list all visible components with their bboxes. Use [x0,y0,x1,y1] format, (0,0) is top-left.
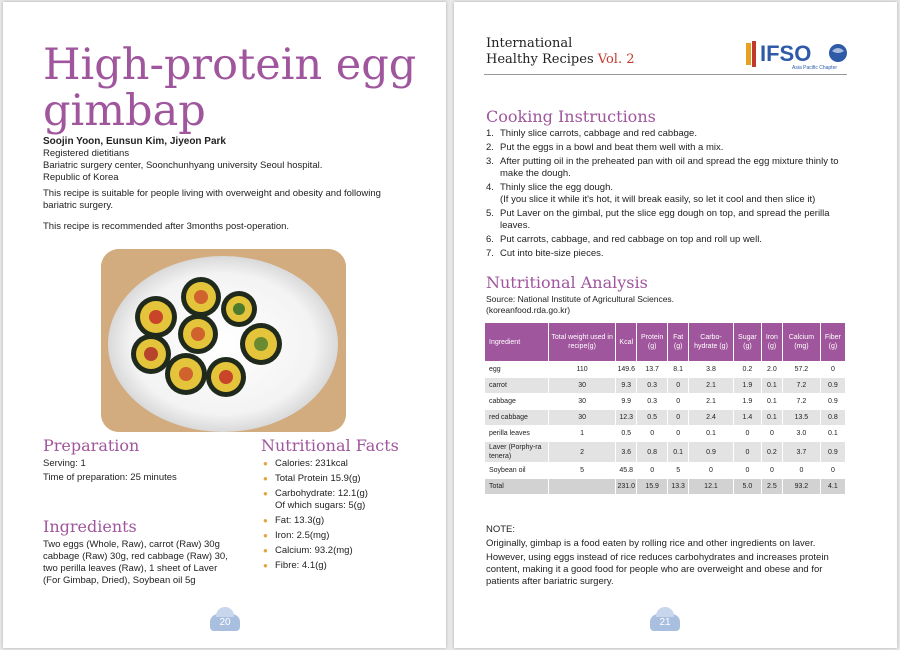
table-cell: 0.3 [636,378,667,394]
table-cell: carrot [485,378,549,394]
table-cell: 0.1 [761,394,782,410]
source-line: (koreanfood.rda.go.kr) [486,305,571,315]
table-cell: 0 [668,426,689,442]
table-cell: 0 [820,463,845,479]
table-cell: 1.9 [733,378,761,394]
ingredients-line: cabbage (Raw) 30g, red cabbage (Raw) 30, [43,551,228,562]
table-cell: 149.6 [616,362,637,378]
ingredients-list [43,539,253,587]
fact-item: ● Calories: 231kcal [263,458,368,470]
prep-time: Time of preparation: 25 minutes [43,472,177,483]
table-cell: 0.1 [761,378,782,394]
table-cell: 0.9 [820,442,845,463]
table-cell: 8.1 [668,362,689,378]
column-header: Carbo-hydrate (g) [689,323,734,362]
table-cell: 7.2 [782,394,820,410]
left-page [3,2,446,648]
header-divider [484,74,847,75]
table-cell: 0 [761,426,782,442]
table-cell: 0.2 [761,442,782,463]
table-cell: 3.8 [689,362,734,378]
table-cell: 0.8 [636,442,667,463]
step: 6. Put carrots, cabbage, and red cabbage on top and roll up well. [486,234,762,245]
table-cell: 2.0 [761,362,782,378]
table-row [485,362,846,378]
table-cell: perilla leaves [485,426,549,442]
fact-item [263,488,368,512]
table-cell: 0.5 [636,410,667,426]
recipe-title: High-protein egg gimbap [43,40,417,136]
step: 4. Thinly slice the egg dough. [486,182,614,193]
note-label: NOTE: [486,524,516,535]
table-cell: 13.7 [636,362,667,378]
table-row [485,378,846,394]
nutritional-analysis-heading: Nutritional Analysis [486,273,648,292]
logo-subtitle: Asia Pacific Chapter [792,65,838,71]
step: 7. Cut into bite-size pieces. [486,248,604,259]
table-cell: 0 [733,426,761,442]
table-cell: 110 [548,362,616,378]
logo-text: IFSO [760,41,812,66]
ingredients-line: Two eggs (Whole, Raw), carrot (Raw) 30g [43,539,220,550]
table-cell: 2.4 [689,410,734,426]
serving: Serving: 1 [43,458,86,469]
table-cell: 0 [733,463,761,479]
table-cell: 231.0 [616,479,637,495]
series-title-line2: Healthy Recipes [486,52,594,67]
table-cell: 0.1 [820,426,845,442]
table-cell: 0 [668,394,689,410]
table-cell: 9.3 [616,378,637,394]
table-row [485,442,846,463]
table-cell: 3.6 [616,442,637,463]
fact-item: ● Iron: 2.5(mg) [263,530,368,542]
page-number: 20 [210,614,240,631]
table-cell: 30 [548,394,616,410]
column-header: Total weight used in recipe(g) [548,323,616,362]
fact-subtext: Of which sugars: 5(g) [275,500,366,511]
preparation-heading: Preparation [43,436,140,455]
column-header: Sugar (g) [733,323,761,362]
table-cell: 9.9 [616,394,637,410]
table-cell: 0.9 [820,378,845,394]
table-cell: egg [485,362,549,378]
table-cell: 0 [820,362,845,378]
table-cell: 0.5 [616,426,637,442]
column-header: Iron (g) [761,323,782,362]
table-cell: 0 [636,463,667,479]
authors: Soojin Yoon, Eunsun Kim, Jiyeon Park [43,136,226,147]
column-header: Protein (g) [636,323,667,362]
table-cell: 5 [548,463,616,479]
table-cell: 0.9 [689,442,734,463]
fact-item: ● Fibre: 4.1(g) [263,560,368,572]
table-row [485,410,846,426]
table-cell: 0.9 [820,394,845,410]
table-cell: 0.1 [689,426,734,442]
affiliation [43,148,403,184]
table-cell: 0 [636,426,667,442]
table-cell: 30 [548,378,616,394]
ifso-logo [744,39,854,73]
table-cell: Total [485,479,549,495]
table-cell [548,479,616,495]
table-cell: 1 [548,426,616,442]
table-cell: 1.4 [733,410,761,426]
intro-paragraph: This recipe is suitable for people living with overweight and obesity and following bariatric surgery. [43,188,381,211]
affiliation-line: Republic of Korea [43,172,119,183]
table-cell: 0 [761,463,782,479]
step: 2. Put the eggs in a bowl and beat them well with a mix. [486,142,724,153]
table-cell: 2.5 [761,479,782,495]
nutritional-facts-heading: Nutritional Facts [261,436,399,455]
column-header: Fat (g) [668,323,689,362]
table-cell: 1.9 [733,394,761,410]
table-body [485,362,846,495]
table-cell: 0 [689,463,734,479]
table-cell: 15.9 [636,479,667,495]
table-cell: 5 [668,463,689,479]
table-cell: 0 [668,410,689,426]
page-number: 21 [650,614,680,631]
source-line: Source: National Institute of Agricultural Sciences. [486,294,675,304]
table-cell: 93.2 [782,479,820,495]
table-cell: 13.5 [782,410,820,426]
table-total-row [485,479,846,495]
cooking-heading: Cooking Instructions [486,107,656,126]
table-cell: cabbage [485,394,549,410]
table-cell: 0 [668,378,689,394]
note-paragraph: Originally, gimbap is a food eaten by rolling rice and other ingredients on laver. [486,538,816,549]
table-cell: 0.3 [636,394,667,410]
step: 1. Thinly slice carrots, cabbage and red cabbage. [486,128,697,139]
gimbap-photo [101,249,346,432]
ingredients-line: (For Gimbap, Dried), Soybean oil 5g [43,575,196,586]
analysis-source [486,294,674,316]
table-cell: 30 [548,410,616,426]
table-header-row [485,323,846,362]
affiliation-line: Registered dietitians [43,148,130,159]
table-cell: 3.0 [782,426,820,442]
column-header: Kcal [616,323,637,362]
table-cell: 2.1 [689,394,734,410]
table-cell: Soybean oil [485,463,549,479]
table-cell: 13.3 [668,479,689,495]
column-header: Ingredient [485,323,549,362]
table-cell: 0.8 [820,410,845,426]
table-cell: 4.1 [820,479,845,495]
volume-label: Vol. 2 [597,52,635,67]
table-cell: 12.3 [616,410,637,426]
cooking-steps [486,128,841,262]
fact-item: ● Calcium: 93.2(mg) [263,545,368,557]
fact-item: ● Fat: 13.3(g) [263,515,368,527]
table-cell: 0 [733,442,761,463]
table-cell: 45.8 [616,463,637,479]
step: 5. Put Laver on the gimbal, put the slice egg dough on top, and spread the perilla leaves. [486,208,830,231]
step: 3. After putting oil in the preheated pan with oil and spread the egg mixture thinly to make the dough. [486,156,839,179]
table-cell: 2.1 [689,378,734,394]
logo-figure-icon [746,43,751,65]
fact-text: Carbohydrate: 12.1(g) [275,488,368,499]
intro-paragraph: This recipe is recommended after 3months post-operation. [43,221,290,232]
table-cell: 3.7 [782,442,820,463]
ingredients-line: two perilla leaves (Raw), 1 sheet of Laver [43,563,218,574]
table-cell: 0.1 [668,442,689,463]
table-cell: 0.1 [761,410,782,426]
table-cell: 5.0 [733,479,761,495]
table-cell: 0.2 [733,362,761,378]
table-row [485,426,846,442]
column-header: Calcium (mg) [782,323,820,362]
series-title [486,36,634,68]
nutritional-facts-list [263,458,368,575]
table-cell: 0 [782,463,820,479]
ingredients-heading: Ingredients [43,517,137,536]
table-cell: 2 [548,442,616,463]
table-cell: 12.1 [689,479,734,495]
fact-item: ● Total Protein 15.9(g) [263,473,368,485]
note-paragraph: However, using eggs instead of rice reduces carbohydrates and increases protein content, making it a good food for people who are overweight and obese and for patients after bariatric surgery. [486,552,829,587]
right-page [454,2,897,648]
table-row [485,394,846,410]
series-title-line1: International [486,36,573,51]
table-cell: 7.2 [782,378,820,394]
table-row [485,463,846,479]
column-header: Fiber (g) [820,323,845,362]
nutrition-table [484,322,846,495]
affiliation-line: Bariatric surgery center, Soonchunhyang university Seoul hospital. [43,160,323,171]
step-note: (If you slice it while it's hot, it will break easily, so let it cool and then slice it) [500,194,816,205]
table-cell: 57.2 [782,362,820,378]
table-cell: red cabbage [485,410,549,426]
table-cell: Laver (Porphy-ra tenera) [485,442,549,463]
